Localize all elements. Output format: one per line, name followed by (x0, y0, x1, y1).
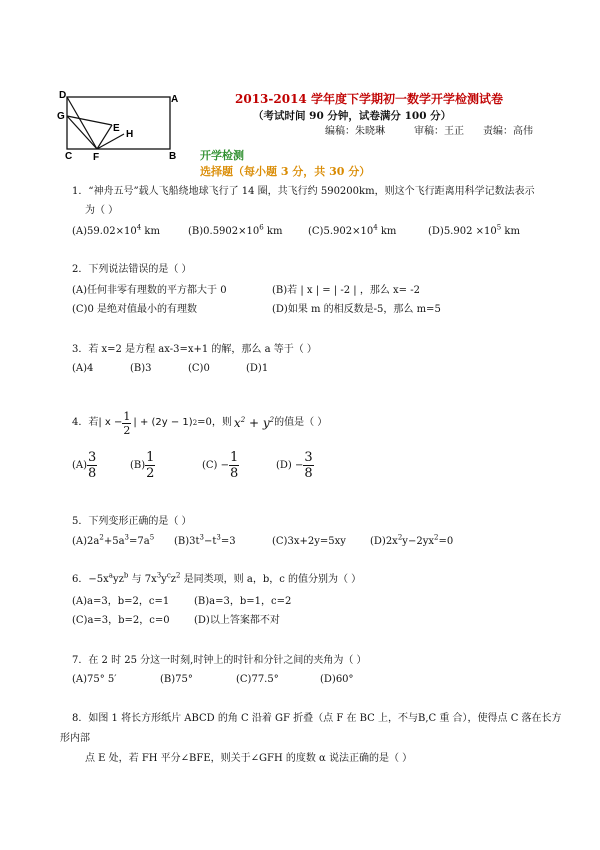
reviewer-credit: 审稿：王正 (414, 126, 464, 137)
q4-option-b: (B) $\frac{1}{2}$ (130, 450, 155, 481)
responsible-credit: 责编：高伟 (483, 126, 533, 137)
label-c: C (65, 151, 73, 160)
q6-option-b: (B)a=3，b=1，c=2 (194, 596, 292, 607)
label-b: B (169, 151, 177, 160)
q2-option-a: (A)任何非零有理数的平方都大于 0 (72, 285, 227, 296)
q3-stem: 3．若 x=2 是方程 ax-3=x+1 的解，那么 a 等于（ ） (72, 344, 317, 355)
q2-option-c: (C)0 是绝对值最小的有理数 (72, 304, 197, 315)
q5-option-b: $(B)3t^3-t^3=3$ (174, 533, 236, 547)
q1-option-b: $(B)0.5902\times 10^6$ km (188, 223, 283, 237)
q5-stem: 5．下列变形正确的是（ ） (72, 516, 192, 527)
q1-stem-line1: 1．“神舟五号”载人飞船绕地球飞行了 14 圈，共飞行约 590200km，则这个飞行距离用科学记数法表示 (72, 186, 535, 197)
q1-stem-line2: 为（ ） (85, 205, 119, 216)
q1-option-d: $(D)5.902 \times 10^5$ km (428, 223, 520, 237)
q8-stem-line3: 点 E 处，若 FH 平分∠BFE，则关于∠GFH 的度数 α 说法正确的是（ ） (85, 753, 413, 764)
folding-rectangle-figure (55, 88, 180, 160)
q6-option-a: (A)a=3，b=2，c=1 (72, 596, 170, 607)
q4-option-a: (A) $\frac{3}{8}$ (72, 450, 97, 481)
exam-subtitle: （考试时间 90 分钟，试卷满分 100 分） (253, 110, 452, 122)
label-e: E (113, 123, 120, 134)
q6-option-d: (D)以上答案都不对 (194, 615, 280, 626)
label-g: G (57, 111, 65, 122)
q5-option-a: $(A)2a^2+5a^3=7a^5$ (72, 533, 155, 547)
q6-option-c: (C)a=3，b=2，c=0 (72, 615, 170, 626)
q4-option-d: (D) − $\frac{3}{8}$ (276, 450, 313, 481)
q3-option-b: (B)3 (130, 363, 152, 374)
q4-middle: | + (2y − 1) (133, 417, 193, 428)
q8-stem-line1: 8．如图 1 将长方形纸片 ABCD 的角 C 沿着 GF 折叠（点 F 在 BC 上，不与B,C 重 合），使得点 C 落在长方 (72, 713, 562, 724)
q7-stem: 7．在 2 时 25 分这一时刻,时钟上的时针和分针之间的夹角为（ ） (72, 655, 367, 666)
label-d: D (59, 90, 67, 101)
q7-option-d: (D)60° (320, 674, 354, 685)
q4-equals: =0，则 (197, 417, 232, 428)
q1-option-c: $(C)5.902\times 10^4$ km (308, 223, 397, 237)
q7-option-a: (A)75° 5′ (72, 674, 117, 685)
q5-option-c: (C)3x+2y=5xy (272, 536, 346, 547)
q4-prefix: 4．若 (72, 417, 99, 428)
q2-option-b: (B)若 | x | = | -2 | ，那么 x= -2 (272, 285, 420, 296)
q7-option-b: (B)75° (160, 674, 193, 685)
q3-option-a: (A)4 (72, 363, 94, 374)
segment-dg-fold (67, 97, 97, 149)
q2-stem: 2．下列说法错误的是（ ） (72, 264, 192, 275)
q3-option-d: (D)1 (246, 363, 269, 374)
q4-half-fraction: $\frac{1}{2}$ (123, 409, 131, 437)
q2-option-d: (D)如果 m 的相反数是-5，那么 m=5 (272, 304, 441, 315)
q4-expression: $x^2 + y^2$ (233, 416, 275, 430)
q4-suffix: 的值是（ ） (274, 417, 328, 428)
editor-credit: 编稿：朱晓琳 (325, 126, 385, 137)
q4-stem: 4．若 | x − $\frac{1}{2}$ | + (2y − 1) 2 =0，则 $x^2 + y^2$ 的值是（ ） (72, 409, 328, 437)
label-a: A (171, 94, 179, 105)
exam-title: 2013-2014 学年度下学期初一数学开学检测试卷 (235, 92, 503, 106)
q3-option-c: (C)0 (188, 363, 210, 374)
q8-stem-line2: 形内部 (60, 733, 90, 744)
section-heading: 选择题（每小题 3 分，共 30 分） (200, 165, 371, 178)
q4-option-c: (C) − $\frac{1}{8}$ (202, 450, 239, 481)
q1-option-a: $(A)59.02\times 10^4$ km (72, 223, 160, 237)
q6-stem: 6．$-5x^ayz^b$ 与 $7x^3y^cz^2$ 是同类项，则 a，b，c 的值分别为（ ） (72, 571, 362, 585)
q7-option-c: (C)77.5° (236, 674, 279, 685)
q4-abs-open: | x − (98, 417, 123, 428)
label-f: F (93, 152, 100, 160)
label-h: H (126, 129, 134, 140)
section-name: 开学检测 (200, 149, 244, 162)
q5-option-d: $(D)2x^2y-2yx^2=0$ (370, 533, 454, 547)
